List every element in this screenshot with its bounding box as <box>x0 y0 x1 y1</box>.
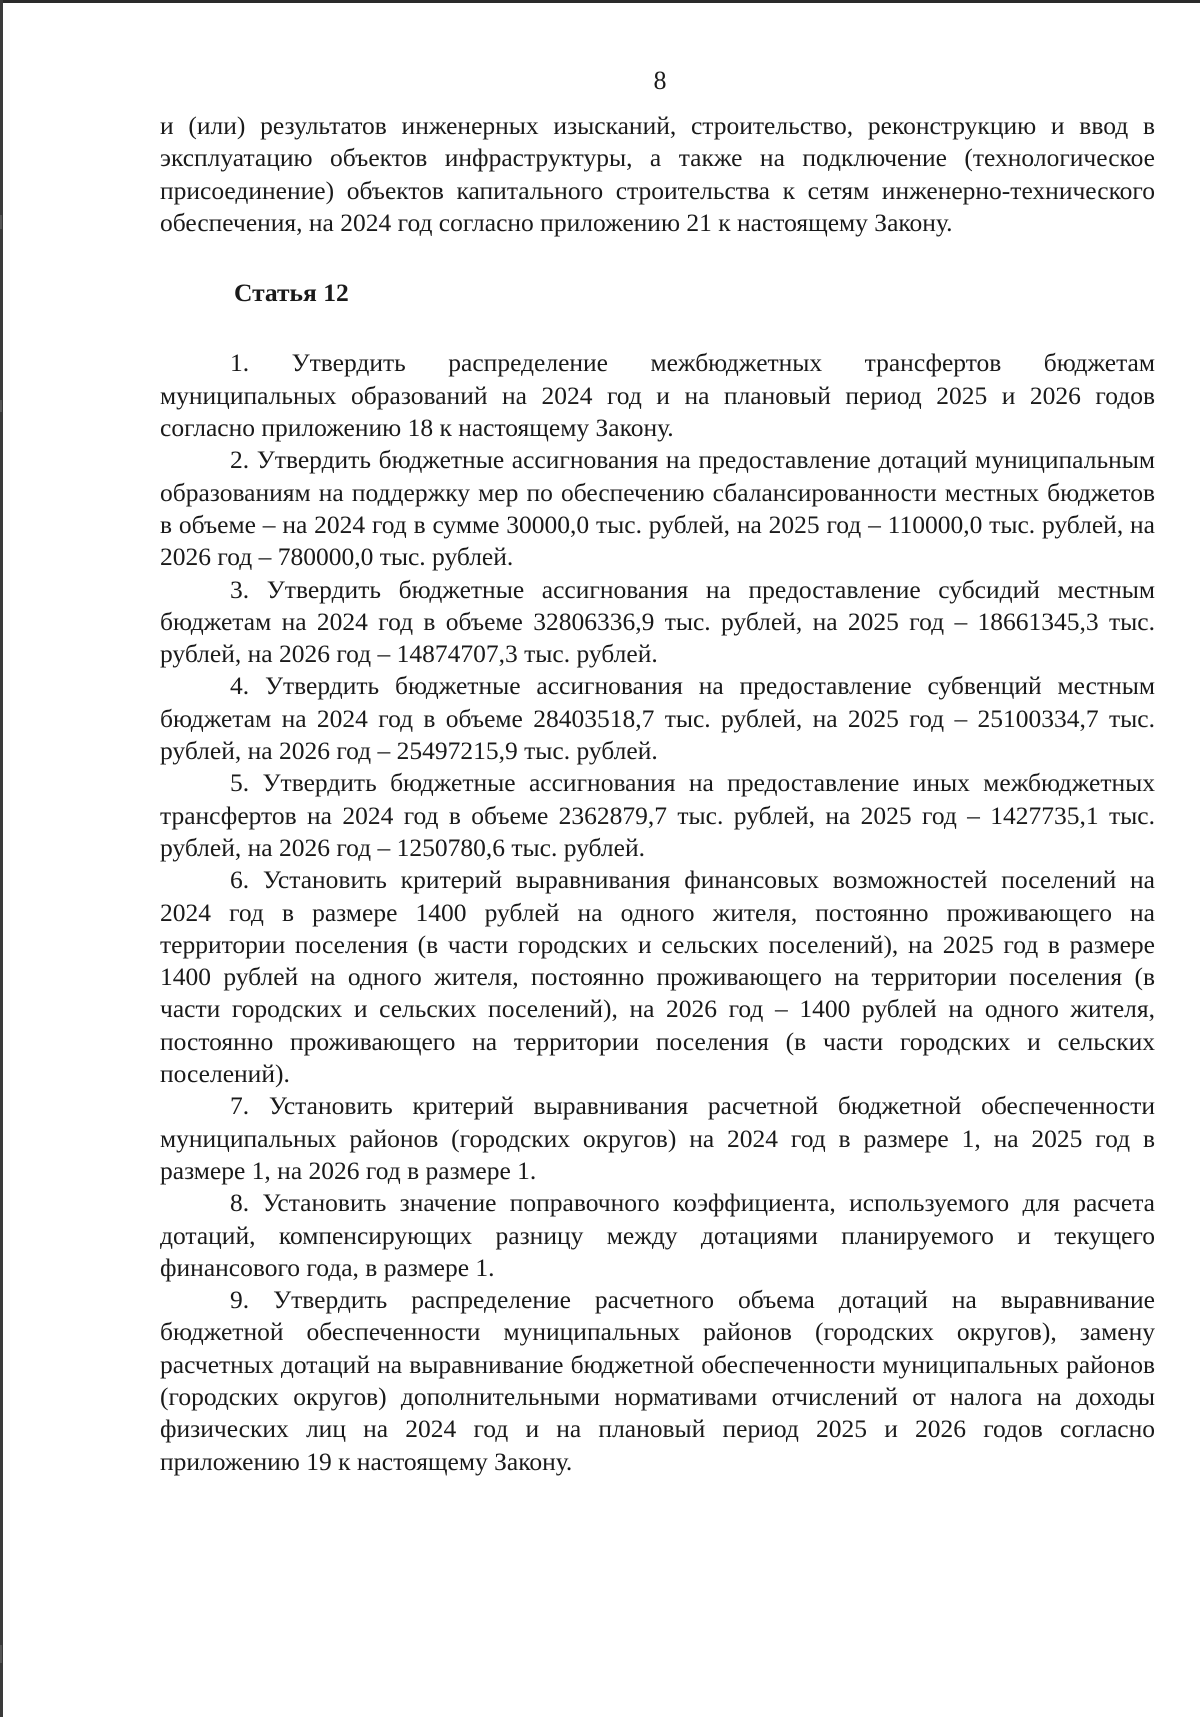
scan-margin-mark <box>0 215 2 229</box>
article-paragraph-7: 7. Установить критерий выравнивания расчетной бюджетной обеспеченности муниципальных районов (городских округов) на 2024 год в размере 1, на 2025 год в размере 1, на 2026 год в размере 1. <box>160 1091 1155 1185</box>
scan-left-edge <box>0 0 3 1717</box>
article-heading: Статья 12 <box>234 278 349 308</box>
scan-margin-mark <box>0 1645 2 1663</box>
article-paragraph-2: 2. Утвердить бюджетные ассигнования на предоставление дотаций муниципальным образованиям на поддержку мер по обеспечению сбалансированности местных бюджетов в объеме – на 2024 год в сумме 30000,0 тыс. рублей, на 2025 год – 110000,0 тыс. рублей, на 2026 год – 780000,0 тыс. рублей. <box>160 445 1155 572</box>
article-paragraph-9: 9. Утвердить распределение расчетного объема дотаций на выравнивание бюджетной обеспеченности муниципальных районов (городских округов), замену расчетных дотаций на выравнивание бюджетной обеспеченности муниципальных районов (городских округов) дополнительными нормативами отчислений от налога на доходы физических лиц на 2024 год и на плановый период 2025 и 2026 годов согласно приложению 19 к настоящему Закону. <box>160 1285 1155 1476</box>
scan-top-edge <box>0 0 1200 3</box>
article-paragraph-1: 1. Утвердить распределение межбюджетных трансфертов бюджетам муниципальных образований на 2024 год и на плановый период 2025 и 2026 годов согласно приложению 18 к настоящему Закону. <box>160 348 1155 443</box>
page-number: 8 <box>653 66 667 95</box>
intro-paragraph: и (или) результатов инженерных изысканий, строительство, реконструкцию и ввод в эксплуатацию объектов инфраструктуры, а также на подключение (технологическое присоединение) объектов капитального строительства к сетям инженерно-технического обеспечения, на 2024 год согласно приложению 21 к настоящему Закону. <box>160 111 1155 237</box>
scan-margin-mark <box>0 400 2 412</box>
article-paragraph-5: 5. Утвердить бюджетные ассигнования на предоставление иных межбюджетных трансфертов на 2024 год в объеме 2362879,7 тыс. рублей, на 2025 год – 1427735,1 тыс. рублей, на 2026 год – 1250780,6 тыс. рублей. <box>160 768 1155 862</box>
article-paragraph-8: 8. Установить значение поправочного коэффициента, используемого для расчета дотаций, компенсирующих разницу между дотациями планируемого и текущего финансового года, в размере 1. <box>160 1188 1155 1282</box>
document-body <box>160 110 1155 1478</box>
article-paragraph-4: 4. Утвердить бюджетные ассигнования на предоставление субвенций местным бюджетам на 2024 год в объеме 28403518,7 тыс. рублей, на 2025 год – 25100334,7 тыс. рублей, на 2026 год – 25497215,9 тыс. рублей. <box>160 671 1155 766</box>
article-paragraph-6: 6. Установить критерий выравнивания финансовых возможностей поселений на 2024 год в размере 1400 рублей на одного жителя, постоянно проживающего на территории поселения (в части городских и сельских поселений), на 2025 год в размере 1400 рублей на одного жителя, постоянно проживающего на территории поселения (в части городских и сельских поселений), на 2026 год – 1400 рублей на одного жителя, постоянно проживающего на территории поселения (в части городских и сельских поселений). <box>160 865 1155 1089</box>
article-paragraph-3: 3. Утвердить бюджетные ассигнования на предоставление субсидий местным бюджетам на 2024 год в объеме 32806336,9 тыс. рублей, на 2025 год – 18661345,3 тыс. рублей, на 2026 год – 14874707,3 тыс. рублей. <box>160 574 1155 669</box>
